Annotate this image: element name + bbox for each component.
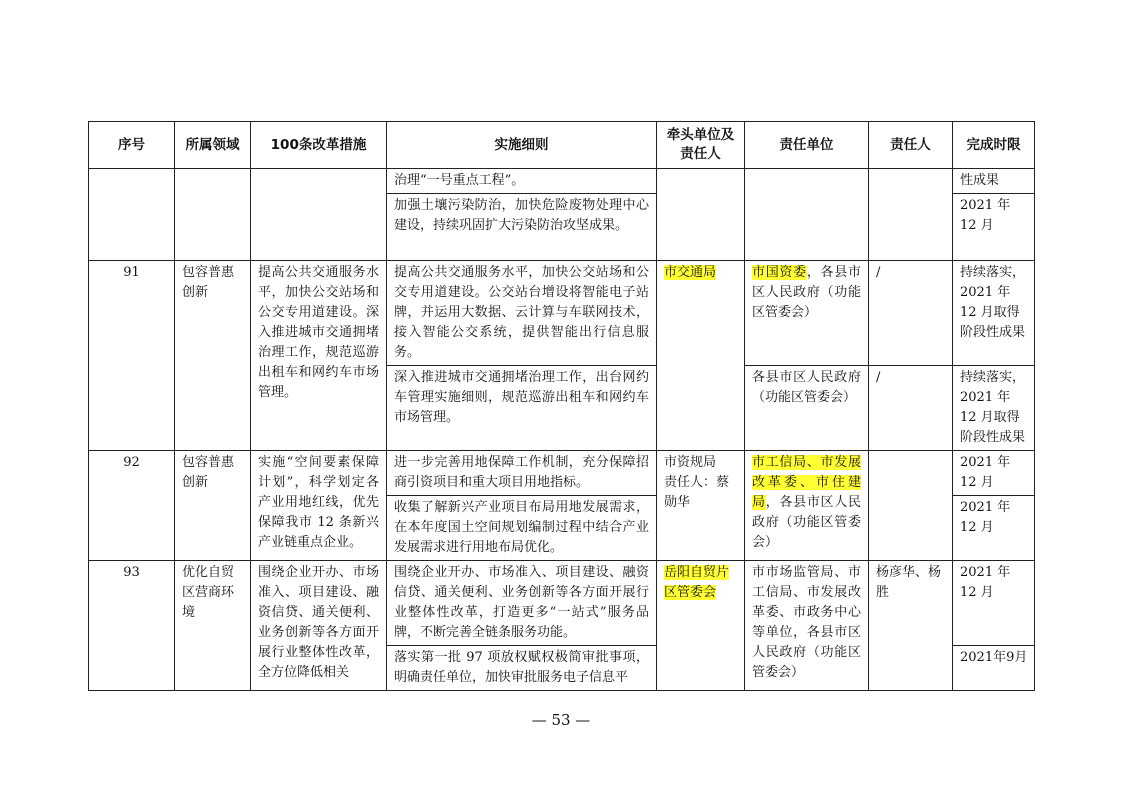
cont-detail-1: 治理“一号重点工程”。 (387, 169, 657, 194)
row-92-resp-text: ，各县市区人民政府（功能区管委会） (752, 495, 861, 550)
row-91-lead (657, 261, 745, 451)
header-person: 责任人 (869, 122, 953, 169)
row-91-person-1: / (869, 261, 953, 366)
row-92-deadline-1: 2021 年 12 月 (953, 451, 1035, 496)
row-93-no: 93 (89, 561, 175, 691)
page-number: — 53 — (531, 711, 591, 729)
reform-measures-table (88, 121, 1035, 691)
cont-deadline-2: 2021 年 12 月 (953, 194, 1035, 261)
row-92-person (869, 451, 953, 561)
row-93-lead-highlight: 岳阳自贸片区管委会 (664, 565, 730, 600)
row-91-no: 91 (89, 261, 175, 451)
header-measure: 100条改革措施 (251, 122, 387, 169)
row-92-resp-highlight: 市工信局、市发展改革委、市住建局 (752, 455, 861, 510)
row-91-measure: 提高公共交通服务水平，加快公交站场和公交专用道建设。深入推进城市交通拥堵治理工作，规范巡游出租车和网约车市场管理。 (251, 261, 387, 451)
header-no: 序号 (89, 122, 175, 169)
row-91-detail-1: 提高公共交通服务水平，加快公交站场和公交专用道建设。公交站台增设将智能电子站牌，并运用大数据、云计算与车联网技术，接入智能公交系统，提供智能出行信息服务。 (387, 261, 657, 366)
cont-resp (745, 169, 869, 261)
row-92-detail-1: 进一步完善用地保障工作机制，充分保障招商引资项目和重大项目用地指标。 (387, 451, 657, 496)
header-detail: 实施细则 (387, 122, 657, 169)
table-row (89, 169, 1035, 194)
table-row (89, 451, 1035, 496)
row-93-measure: 围绕企业开办、市场准入、项目建设、融资信贷、通关便利、业务创新等各方面开展行业整体性改革，全方位降低相关 (251, 561, 387, 691)
row-92-lead (657, 451, 745, 561)
row-93-detail-2: 落实第一批 97 项放权赋权极简审批事项，明确责任单位，加快审批服务电子信息平 (387, 646, 657, 691)
row-91-resp-1-highlight: 市国资委 (752, 265, 807, 280)
row-93-domain: 优化自贸区营商环境 (175, 561, 251, 691)
row-93-deadline-1: 2021 年 12 月 (953, 561, 1035, 646)
row-91-detail-2: 深入推进城市交通拥堵治理工作，出台网约车管理实施细则，规范巡游出租车和网约车市场管理。 (387, 366, 657, 451)
row-91-deadline-2: 持续落实，2021 年 12 月取得阶段性成果 (953, 366, 1035, 451)
header-deadline: 完成时限 (953, 122, 1035, 169)
table-header-row (89, 122, 1035, 169)
row-92-domain: 包容普惠创新 (175, 451, 251, 561)
row-93-lead (657, 561, 745, 691)
header-domain: 所属领域 (175, 122, 251, 169)
header-lead: 牵头单位及责任人 (657, 122, 745, 169)
header-resp-unit: 责任单位 (745, 122, 869, 169)
row-93-detail-1: 围绕企业开办、市场准入、项目建设、融资信贷、通关便利、业务创新等各方面开展行业整体性改革，打造更多“一站式”服务品牌，不断完善全链条服务功能。 (387, 561, 657, 646)
row-92-no: 92 (89, 451, 175, 561)
cont-no (89, 169, 175, 261)
cont-domain (175, 169, 251, 261)
table-row (89, 561, 1035, 646)
cont-deadline-1: 性成果 (953, 169, 1035, 194)
row-92-measure: 实施“空间要素保障计划”，科学划定各产业用地红线，优先保障我市 12 条新兴产业链重点企业。 (251, 451, 387, 561)
row-93-deadline-2: 2021年9月 (953, 646, 1035, 691)
row-91-person-2: / (869, 366, 953, 451)
row-92-lead-person: 责任人：蔡勋华 (664, 475, 730, 510)
cont-lead (657, 169, 745, 261)
table-row (89, 261, 1035, 366)
row-91-resp-1 (745, 261, 869, 366)
row-93-resp: 市市场监管局、市工信局、市发展改革委、市政务中心等单位，各县市区人民政府（功能区管委会） (745, 561, 869, 691)
row-92-deadline-2: 2021 年 12 月 (953, 496, 1035, 561)
cont-measure (251, 169, 387, 261)
row-92-resp (745, 451, 869, 561)
row-91-domain: 包容普惠创新 (175, 261, 251, 451)
cont-person (869, 169, 953, 261)
row-91-deadline-1: 持续落实，2021 年 12 月取得阶段性成果 (953, 261, 1035, 366)
row-92-lead-unit: 市资规局 (664, 455, 717, 470)
row-92-detail-2: 收集了解新兴产业项目布局用地发展需求，在本年度国土空间规划编制过程中结合产业发展需求进行用地布局优化。 (387, 496, 657, 561)
row-91-resp-2: 各县市区人民政府（功能区管委会） (745, 366, 869, 451)
row-93-person: 杨彦华、杨胜 (869, 561, 953, 691)
row-91-resp-1-text: ，各县市区人民政府（功能区管委会） (752, 265, 861, 320)
cont-detail-2: 加强土壤污染防治，加快危险废物处理中心建设，持续巩固扩大污染防治攻坚成果。 (387, 194, 657, 261)
row-91-lead-highlight: 市交通局 (664, 265, 717, 280)
